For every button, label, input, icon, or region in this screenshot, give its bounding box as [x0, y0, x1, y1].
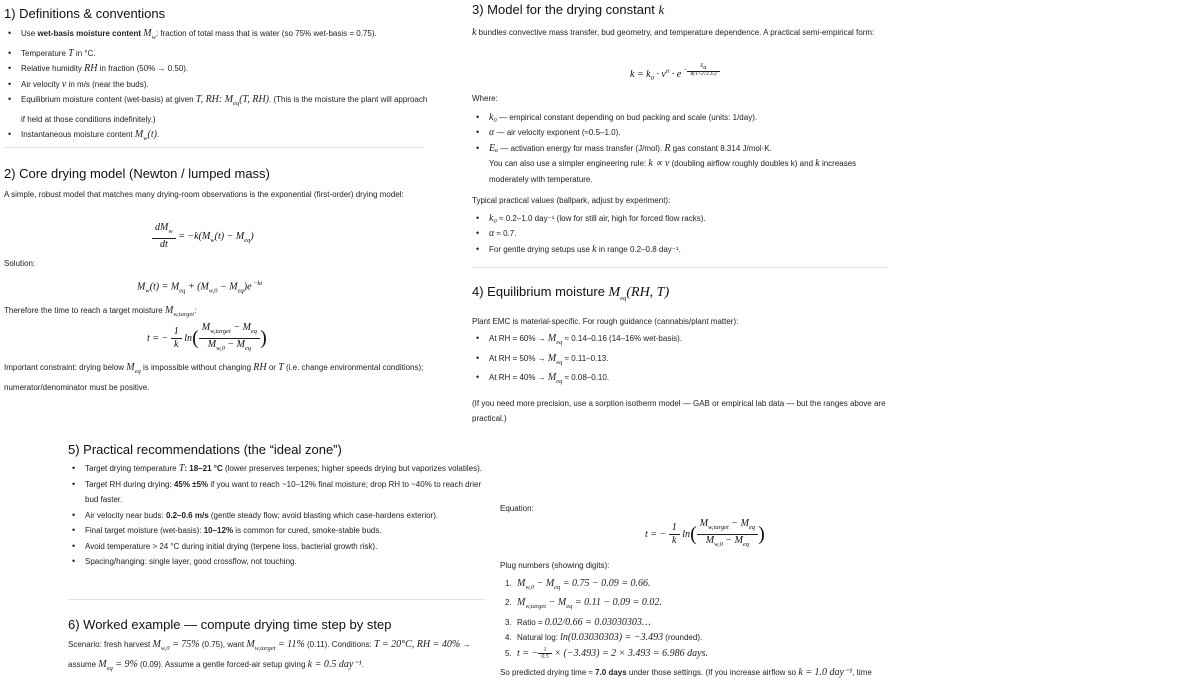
equation-ode: $\frac{dM_w}{dt}$ = $-k(M_w(t) - M_{eq})$: [152, 222, 254, 251]
emc-list: [472, 331, 892, 390]
list-item: • Air velocity near buds: 0.2–0.6 m/s (gentle steady flow; avoid blasting which case-hardens exterior).: [68, 508, 483, 524]
section-title: 3) Model for the drying constant k: [472, 2, 665, 17]
section-title: 1) Definitions & conventions: [4, 6, 166, 21]
equation-time: t = − $\frac{1}{k}$ ln( $\frac{M_{w,target} - M_{eq}}{M_{w,0} - M_{eq}}$ ): [147, 322, 267, 352]
section-equilibrium: [472, 284, 892, 427]
list-item: • Spacing/hanging: single layer, good crossflow, not touching.: [68, 554, 483, 570]
section-definitions: [4, 6, 429, 147]
list-item: • Avoid temperature > 24 °C during initial drying (terpene loss, bacterial growth risk).: [68, 539, 483, 555]
list-item: • Air velocity v in m/s (near the buds).: [4, 77, 429, 93]
equation-k-model: $k = k_0 \cdot v^\alpha \cdot e$ $^{- \frac{E_a}{R(T+273.15)}}$: [630, 64, 720, 82]
section-title: 4) Equilibrium moisture $M_{eq}(RH$, T): [472, 284, 670, 302]
paragraph: Plant EMC is material-specific. For rough guidance (cannabis/plant matter):: [472, 316, 739, 326]
list-item: • Final target moisture (wet-basis): 10–12% is common for cured, smoke-stable buds.: [68, 523, 483, 539]
list-item: • Target drying temperature T: 18–21 °C (lower preserves terpenes; higher speeds drying but vaporizes volatiles).: [68, 461, 483, 477]
equation-time-2: t = − $\frac{1}{k}$ ln( $\frac{M_{w,target} - M_{eq}}{M_{w,0} - M_{eq}}$ ): [645, 518, 765, 548]
list-item: • Temperature T in °C.: [4, 46, 429, 62]
recommendations-list: [68, 461, 483, 570]
list-item: • Eₐ — activation energy for mass transfer (J/mol). R gas constant 8.314 J/mol·K. You can also use a simpler engineering rule: k ∝ v (doubling airflow roughly doubles k) and k increases moderately with temperature.: [472, 141, 892, 188]
section-core-model: [4, 166, 429, 203]
section-title: 2) Core drying model (Newton / lumped mass): [4, 166, 270, 181]
list-item: • k₀ — empirical constant depending on bud packing and scale (units: 1/day).: [472, 110, 892, 126]
paragraph: k bundles convective mass transfer, bud geometry, and temperature dependence. A practical semi-empirical form:: [472, 27, 875, 38]
paragraph: A simple, robust model that matches many drying-room observations is the exponential (first-order) drying model:: [4, 190, 404, 199]
section-title: 5) Practical recommendations (the “ideal zone”): [68, 442, 342, 457]
typical-list: [472, 211, 892, 258]
list-item: • Instantaneous moisture content $M_w(t)$.: [4, 127, 429, 147]
list-item: • At RH = $40\% \to M_{eq} \approx 0.08-0.10$.: [472, 370, 892, 390]
section-title: 6) Worked example — compute drying time step by step: [68, 617, 392, 632]
list-item: • Relative humidity RH in fraction (50% → 0.50).: [4, 61, 429, 77]
section-drying-constant: [472, 2, 892, 41]
list-item: 4. Natural log: ln(0.03030303) = −3.493 (rounded).: [505, 632, 703, 643]
scenario: Scenario: fresh harvest $M_{w,0} = 75\%$ (0.75), want $M_{w,target} = 11\%$ (0.11). Conditions: T = 20°C, RH = 40% → assume $M_{eq} = 9\%$ (0.09). Assume a gentle forced-air setup giving k = 0.5 day⁻¹.: [68, 639, 471, 672]
equation-solution: $M_w(t) = M_{eq} + (M_{w,0} - M_{eq})e$ $^{-kt}$: [137, 280, 263, 295]
where-list: [472, 110, 892, 188]
list-item: 3. Ratio = 0.02/0.66 = 0.03030303…: [505, 616, 651, 628]
steps-list: [500, 576, 920, 662]
where-label: Where:: [472, 94, 498, 103]
list-item: • For gentle drying setups use k in range 0.2–0.8 day⁻¹.: [472, 242, 892, 258]
divider: [4, 147, 424, 148]
constraint-note: Important constraint: drying below $M_{eq}$ is impossible without changing RH or T (i.e. change environmental conditions); numerator/denominator must be positive.: [4, 362, 424, 392]
list-item: • Equilibrium moisture content (wet-basis) at given T, RH: $M_{eq}(T$, RH). (This is the moisture the plant will approach if held at those conditions indefinitely.): [4, 92, 429, 127]
where-block: [472, 91, 892, 257]
time-label: Therefore the time to reach a target moisture $M_{w,target}$:: [4, 305, 197, 318]
steps-block: [500, 558, 920, 681]
typical-label: Typical practical values (ballpark, adjust by experiment):: [472, 196, 671, 205]
definitions-list: [4, 26, 429, 147]
list-item: 1. $M_{w,0} - M_{eq} = 0.75 - 0.09 = 0.66$.: [505, 577, 651, 591]
summary: So predicted drying time ≈ 7.0 days under those settings. (If you increase airflow so k = 1.0 day⁻¹, time: [500, 667, 872, 678]
list-item: 2. $M_{w,target} - M_{eq} = 0.11 - 0.09 = 0.02$.: [505, 597, 662, 610]
list-item: • Use wet-basis moisture content $M_w$: fraction of total mass that is water (so 75% wet-basis = 0.75).: [4, 26, 429, 46]
section-worked-example: [68, 617, 486, 676]
list-item: • At RH = $60\% \to M_{eq} \approx 0.14-0.16$ (14–16% wet-basis).: [472, 331, 892, 351]
divider: [472, 267, 887, 268]
list-item: 5. t = − $\frac{1}{0.5}$ × (−3.493) = 2 × 3.493 = 6.986 days.: [505, 646, 709, 660]
equation-label: Equation:: [500, 504, 534, 513]
solution-label: Solution:: [4, 259, 36, 268]
divider: [68, 599, 486, 600]
section-recommendations: [68, 442, 483, 570]
list-item: • At RH = $50\% \to M_{eq} \approx 0.11-0.13$.: [472, 351, 892, 371]
list-item: • α ≈ 0.7.: [472, 226, 892, 242]
list-item: • α — air velocity exponent (≈0.5–1.0).: [472, 125, 892, 141]
note: (If you need more precision, use a sorption isotherm model — GAB or empirical lab data — but the ranges above are practical.): [472, 398, 886, 424]
list-item: • k₀ ≈ 0.2–1.0 day⁻¹ (low for still air, high for forced flow racks).: [472, 211, 892, 227]
list-item: • Target RH during drying: 45% ±5% if you want to reach ~10–12% final moisture; drop RH to ~40% to reach drier bud faster.: [68, 477, 483, 508]
plug-label: Plug numbers (showing digits):: [500, 561, 610, 570]
